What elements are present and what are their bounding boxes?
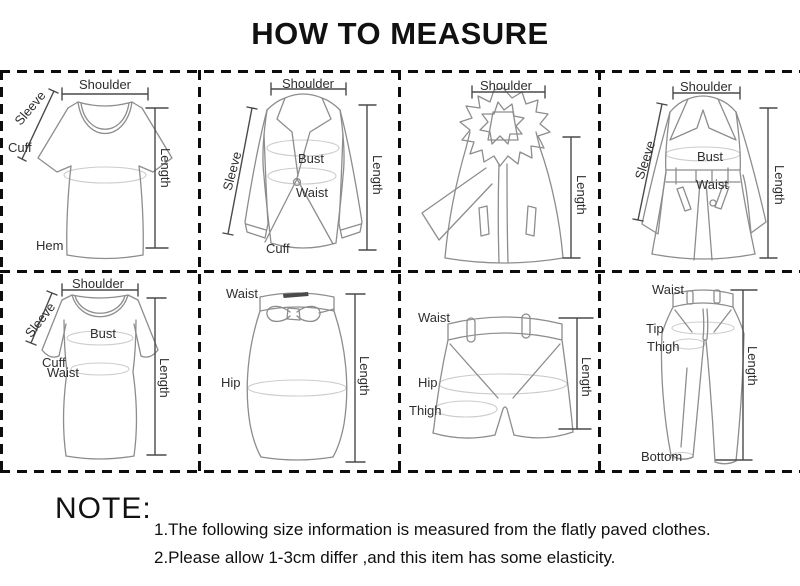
label-length: Length [357,356,372,396]
note-heading: NOTE: [55,492,152,525]
trench-coat-illustration [600,72,800,270]
label-waist: Waist [418,310,451,325]
label-length: Length [579,357,594,397]
label-sleeve: Sleeve [631,138,659,182]
panel-tshirt [0,72,200,270]
pants-illustration [600,272,800,470]
label-length: Length [574,175,589,215]
label-waist: Waist [226,286,259,301]
label-waist: Waist [696,177,729,192]
tshirt-outline [38,102,172,259]
label-shoulder: Shoulder [78,77,132,92]
label-thigh: Thigh [409,403,442,418]
shorts-guides [435,374,567,417]
tshirt-measure-lines [18,88,168,248]
panel-blazer [200,72,400,270]
label-length: Length [745,346,760,386]
pants-guides [671,322,734,460]
tshirt-bust-guide [64,167,146,183]
label-waist: Waist [296,185,329,200]
label-shoulder: Shoulder [479,78,533,93]
label-shoulder: Shoulder [281,76,335,91]
panel-dress [0,272,200,470]
note-line-2: 2.Please allow 1-3cm differ ,and this item has some elasticity. [154,548,616,567]
label-sleeve: Sleeve [219,149,245,193]
label-shoulder: Shoulder [71,276,125,291]
skirt-guides [248,380,346,396]
label-hip: Hip [221,375,241,390]
shorts-outline [433,314,573,438]
label-bust: Bust [90,326,117,341]
label-waist: Waist [47,365,80,380]
label-sleeve: Sleeve [11,87,49,129]
label-bottom: Bottom [641,449,683,464]
label-shoulder: Shoulder [679,79,733,94]
label-bust: Bust [697,149,724,164]
label-cuff: Cuff [42,355,66,370]
label-length: Length [772,165,787,205]
blazer-outline [245,94,362,248]
fur-coat-illustration [400,72,600,270]
note-line-1: 1.The following size information is measured from the flatly paved clothes. [154,520,711,539]
skirt-outline [247,293,347,460]
label-cuff: Cuff [8,140,32,155]
panel-skirt [200,272,400,470]
label-bust: Bust [298,151,325,166]
label-tip: Tip [646,321,664,336]
label-cuff: Cuff [266,241,290,256]
label-hip: Hip [418,375,438,390]
label-length: Length [370,155,385,195]
panel-pants [600,272,800,470]
label-thigh: Thigh [647,339,680,354]
pants-outline [661,290,744,464]
page-title: HOW TO MEASURE [251,16,549,51]
panel-trench-coat [600,72,800,270]
label-length: Length [158,148,173,188]
label-hem: Hem [36,238,64,253]
label-waist: Waist [652,282,685,297]
shorts-illustration [400,272,600,470]
label-length: Length [157,358,172,398]
panel-fur-coat [400,72,600,270]
fur-coat-outline [422,88,563,263]
label-sleeve: Sleeve [21,299,59,341]
panel-shorts [400,272,600,470]
